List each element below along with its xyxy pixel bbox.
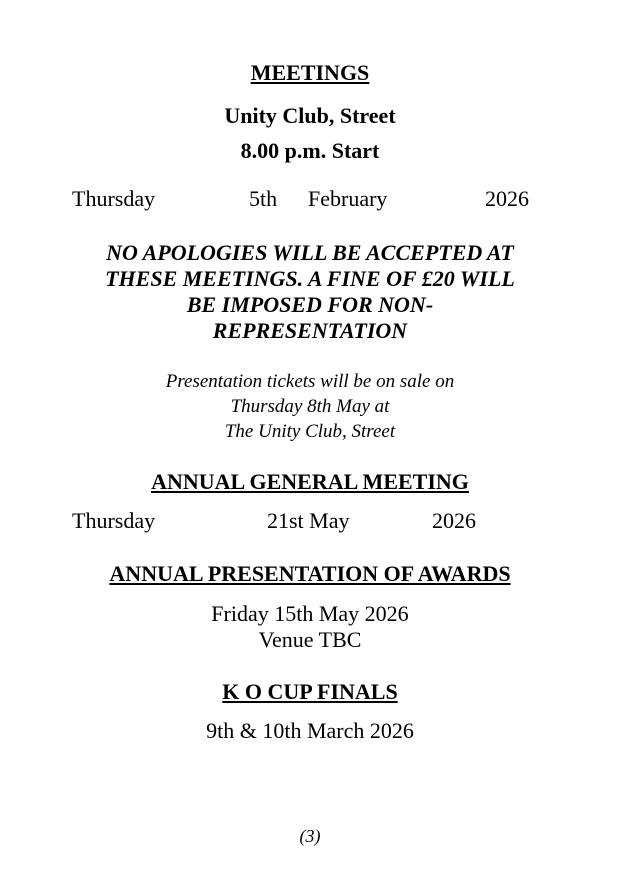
meeting-date-number: 5th (249, 186, 278, 211)
cup-heading: K O CUP FINALS (222, 679, 398, 704)
tickets-line-2: Thursday 8th May at (230, 396, 390, 417)
agm-date-daymonth: 21st May (267, 508, 350, 533)
awards-heading: ANNUAL PRESENTATION OF AWARDS (109, 561, 511, 586)
warning-line-4: REPRESENTATION (212, 318, 408, 343)
page-number: (3) (299, 826, 321, 846)
tickets-line-1: Presentation tickets will be on sale on (165, 371, 455, 392)
meeting-date-month: February (308, 186, 388, 211)
meeting-date-year: 2026 (485, 186, 529, 211)
meetings-heading: MEETINGS (250, 60, 370, 85)
tickets-line-3: The Unity Club, Street (224, 421, 396, 442)
awards-venue: Venue TBC (258, 627, 362, 652)
agm-date-year: 2026 (432, 508, 476, 533)
warning-line-3: BE IMPOSED FOR NON- (186, 292, 434, 317)
meetings-start-time: 8.00 p.m. Start (240, 138, 380, 163)
meeting-date-day: Thursday (72, 186, 156, 211)
agm-heading: ANNUAL GENERAL MEETING (151, 469, 469, 494)
awards-date: Friday 15th May 2026 (211, 601, 409, 626)
agm-date-day: Thursday (72, 508, 156, 533)
cup-date: 9th & 10th March 2026 (206, 718, 414, 743)
warning-line-2: THESE MEETINGS. A FINE OF £20 WILL (105, 266, 515, 291)
warning-line-1: NO APOLOGIES WILL BE ACCEPTED AT (106, 240, 514, 265)
meetings-venue: Unity Club, Street (224, 103, 396, 128)
